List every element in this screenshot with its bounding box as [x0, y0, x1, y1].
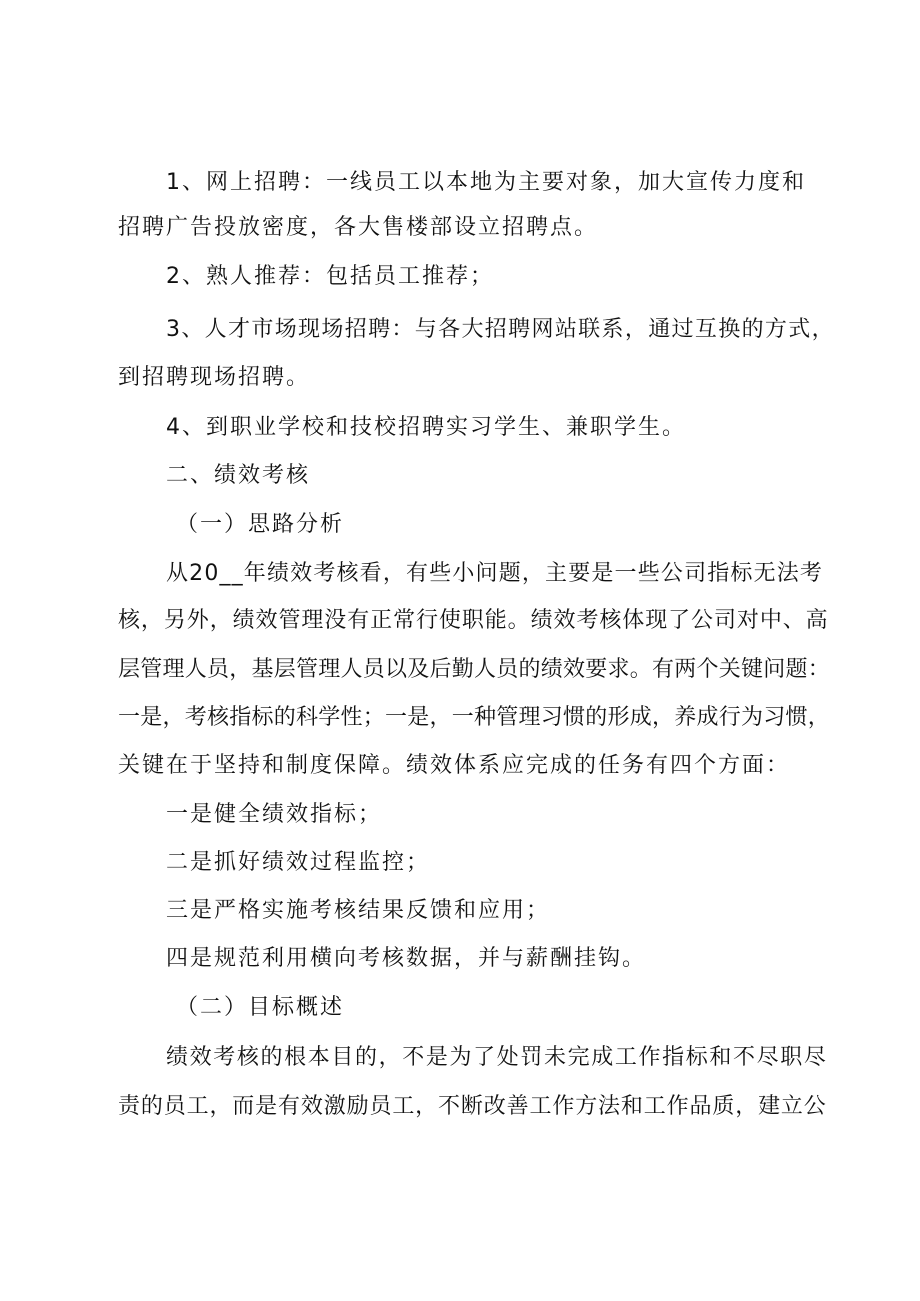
- paragraph-recruit-online-line1: 1、网上招聘：一线员工以本地为主要对象，加大宣传力度和: [166, 170, 806, 195]
- paragraph-objectives-line1: 绩 效 考 核 的 根 本 目 的 ， 不 是 为 了 处 罚 未 完 成 工 作 指 标 和 不 尽 职 尽: [166, 1045, 826, 1070]
- paragraph-schools: 4、到职业学校和技校招聘实习学生、兼职学生。: [166, 415, 686, 440]
- subheading-analysis: （一）思路分析: [176, 512, 345, 537]
- paragraph-objectives-line2: 责 的 员 工 ， 而 是 有 效 激 励 员 工 ， 不 断 改 善 工 作 方 法 和 工 作 品 质 ， 建 立 公: [118, 1094, 826, 1119]
- paragraph-talent-market-line1: 3 、 人 才 市 场 现 场 招 聘 ： 与 各 大 招 聘 网 站 联 系 ， 通 过 互 换 的 方 式 ，: [166, 317, 834, 342]
- paragraph-analysis-line5: 关键在于坚持和制度保障。绩效体系应完成的任务有四个方面：: [118, 753, 791, 778]
- list-item-4: 四是规范利用横向考核数据，并与薪酬挂钩。: [166, 946, 647, 971]
- list-item-2: 二是抓好绩效过程监控；: [166, 850, 431, 875]
- paragraph-analysis-line3: 层 管 理 人 员 ， 基 层 管 理 人 员 以 及 后 勤 人 员 的 绩 效 要 求 。 有 两 个 关 键 问 题 ：: [118, 657, 830, 682]
- paragraph-recruit-online-line2: 招聘广告投放密度，各大售楼部设立招聘点。: [118, 215, 599, 240]
- paragraph-analysis-line2: 核 ， 另 外 ， 绩 效 管 理 没 有 正 常 行 使 职 能 。 绩 效 考 核 体 现 了 公 司 对 中 、 高: [118, 608, 828, 633]
- paragraph-analysis-line1: 从 2 0 _ _ 年 绩 效 考 核 看 ， 有 些 小 问 题 ， 主 要 是 一 些 公 司 指 标 无 法 考: [166, 561, 822, 586]
- paragraph-referral: 2、熟人推荐：包括员工推荐；: [166, 264, 494, 289]
- list-item-3: 三是严格实施考核结果反馈和应用；: [166, 898, 551, 923]
- paragraph-analysis-line4: 一 是 ， 考 核 指 标 的 科 学 性 ； 一 是 ， 一 种 管 理 习 惯 的 形 成 ， 养 成 行 为 习 惯 ，: [118, 705, 830, 730]
- section-heading-performance: 二、绩效考核: [166, 463, 311, 488]
- list-item-1: 一是健全绩效指标；: [166, 802, 383, 827]
- paragraph-talent-market-line2: 到招聘现场招聘。: [118, 365, 311, 390]
- subheading-objectives: （二）目标概述: [176, 995, 345, 1020]
